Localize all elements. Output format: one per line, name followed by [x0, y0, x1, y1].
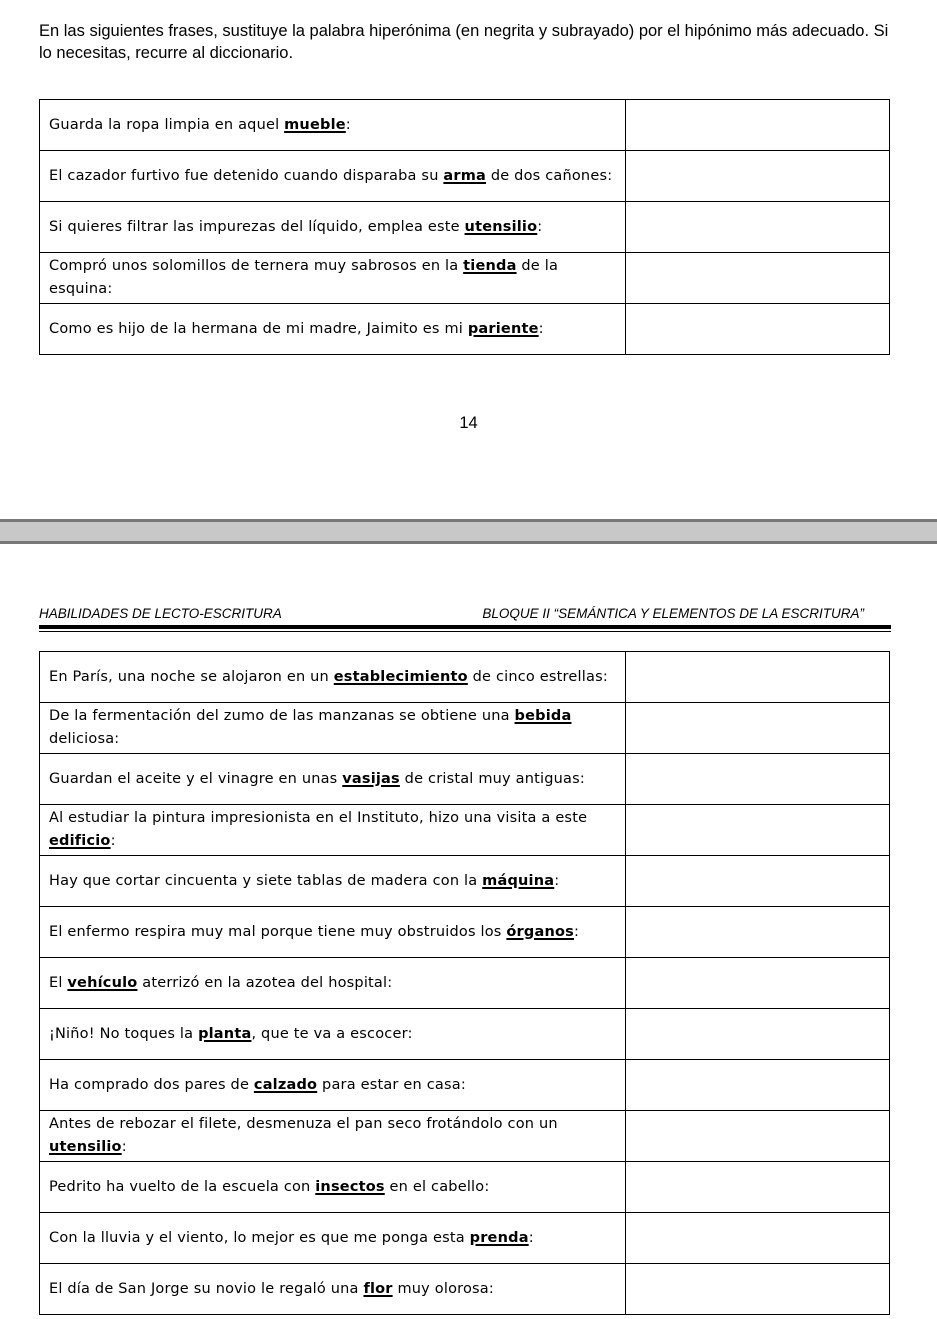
hypernym-word: vehículo: [67, 974, 138, 991]
sentence-text-before: Guardan el aceite y el vinagre en unas: [49, 770, 343, 787]
exercise-row: [40, 754, 890, 805]
hypernym-word: prenda: [469, 1229, 529, 1246]
sentence-text-before: Al estudiar la pintura impresionista en el Instituto, hizo una visita a este: [49, 810, 588, 826]
exercise-row: [40, 907, 890, 958]
exercise-row: [40, 1264, 890, 1315]
sentence-cell: [40, 754, 626, 805]
hypernym-word: órganos: [506, 923, 574, 940]
exercise-row: [40, 1162, 890, 1213]
sentence-cell: [40, 1213, 626, 1264]
sentence-cell: [40, 703, 626, 754]
header-rule-thin: [39, 631, 891, 632]
sentence-text-before: Con la lluvia y el viento, lo mejor es que me ponga esta: [49, 1229, 470, 1246]
sentence-text-after: :: [345, 116, 351, 133]
exercise-row: [40, 100, 890, 151]
sentence-text-before: Ha comprado dos pares de: [49, 1076, 254, 1093]
hypernym-word: utensilio: [464, 218, 538, 235]
page-break-line-bottom: [0, 541, 937, 544]
page-number: 14: [459, 414, 478, 432]
sentence-text-before: El: [49, 974, 68, 991]
sentence-cell: [40, 151, 626, 202]
hypernym-word: mueble: [284, 116, 346, 133]
answer-cell[interactable]: [626, 202, 890, 253]
sentence-text-before: Si quieres filtrar las impurezas del líquido, emplea este: [49, 218, 465, 235]
sentence-text-after: :: [121, 1139, 127, 1155]
sentence-text-before: Compró unos solomillos de ternera muy sabrosos en la: [49, 258, 464, 274]
exercise-row: [40, 856, 890, 907]
answer-cell[interactable]: [626, 754, 890, 805]
hypernym-word: establecimiento: [333, 668, 468, 685]
sentence-text-after: de cinco estrellas:: [467, 668, 608, 685]
answer-cell[interactable]: [626, 805, 890, 856]
sentence-text-before: Antes de rebozar el filete, desmenuza el pan seco frotándolo con un: [49, 1116, 558, 1132]
exercise-row: [40, 805, 890, 856]
sentence-text-after: :: [528, 1229, 534, 1246]
sentence-text-after: en el cabello:: [384, 1178, 490, 1195]
answer-cell[interactable]: [626, 703, 890, 754]
hypernym-word: utensilio: [49, 1139, 122, 1155]
header-section-title: HABILIDADES DE LECTO-ESCRITURA: [39, 606, 282, 621]
page-break-band: [0, 522, 937, 541]
sentence-cell: [40, 856, 626, 907]
sentence-text-before: Guarda la ropa limpia en aquel: [49, 116, 285, 133]
exercise-row: [40, 304, 890, 355]
sentence-text-before: El enfermo respira muy mal porque tiene muy obstruidos los: [49, 923, 507, 940]
exercise-row: [40, 151, 890, 202]
header-rule-thick: [39, 625, 891, 629]
answer-cell[interactable]: [626, 958, 890, 1009]
sentence-text-after: :: [573, 923, 580, 940]
sentence-text-before: Hay que cortar cincuenta y siete tablas de madera con la: [49, 872, 483, 889]
answer-cell[interactable]: [626, 652, 890, 703]
exercise-row: [40, 652, 890, 703]
answer-cell[interactable]: [626, 856, 890, 907]
exercise-row: [40, 958, 890, 1009]
sentence-text-after: muy olorosa:: [392, 1280, 494, 1297]
exercise-row: [40, 1213, 890, 1264]
hypernym-word: pariente: [467, 320, 539, 337]
sentence-cell: [40, 1009, 626, 1060]
hypernym-word: planta: [198, 1025, 252, 1042]
instruction-text: En las siguientes frases, sustituye la palabra hiperónima (en negrita y subrayado) por el hipónimo más adecuado. Si lo necesitas, recurre al diccionario.: [39, 22, 889, 62]
sentence-cell: [40, 1264, 626, 1315]
sentence-text-before: Como es hijo de la hermana de mi madre, Jaimito es mi: [49, 320, 468, 337]
sentence-cell: [40, 805, 626, 856]
sentence-text-before: El cazador furtivo fue detenido cuando disparaba su: [49, 167, 444, 184]
sentence-text-after: de dos cañones:: [486, 167, 613, 184]
sentence-text-after: aterrizó en la azotea del hospital:: [137, 974, 393, 991]
sentence-cell: [40, 100, 626, 151]
sentence-text-before: En París, una noche se alojaron en un: [49, 668, 334, 685]
hypernym-word: flor: [363, 1280, 393, 1297]
exercise-row: [40, 253, 890, 304]
sentence-cell: [40, 1060, 626, 1111]
hypernym-word: edificio: [49, 833, 111, 849]
sentence-text-after: de cristal muy antiguas:: [399, 770, 585, 787]
answer-cell[interactable]: [626, 1111, 890, 1162]
answer-cell[interactable]: [626, 253, 890, 304]
sentence-text-before: De la fermentación del zumo de las manzanas se obtiene una: [49, 708, 515, 724]
hypernym-word: vasijas: [342, 770, 400, 787]
answer-cell[interactable]: [626, 1009, 890, 1060]
answer-cell[interactable]: [626, 1162, 890, 1213]
sentence-cell: [40, 304, 626, 355]
hypernym-word: máquina: [482, 872, 555, 889]
hypernym-word: tienda: [463, 258, 517, 274]
answer-cell[interactable]: [626, 1264, 890, 1315]
sentence-cell: [40, 652, 626, 703]
answer-cell[interactable]: [626, 100, 890, 151]
sentence-text-after: :: [537, 218, 543, 235]
sentence-cell: [40, 1111, 626, 1162]
exercise-row: [40, 1111, 890, 1162]
exercise-row: [40, 703, 890, 754]
sentence-text-before: ¡Niño! No toques la: [49, 1025, 199, 1042]
sentence-text-after: :: [554, 872, 560, 889]
hypernym-word: calzado: [253, 1076, 318, 1093]
answer-cell[interactable]: [626, 304, 890, 355]
sentence-text-after: deliciosa:: [49, 731, 120, 747]
exercise-table-2: [39, 651, 890, 1315]
answer-cell[interactable]: [626, 1060, 890, 1111]
exercise-row: [40, 202, 890, 253]
hypernym-word: insectos: [315, 1178, 385, 1195]
sentence-text-before: Pedrito ha vuelto de la escuela con: [49, 1178, 316, 1195]
sentence-text-after: para estar en casa:: [317, 1076, 466, 1093]
sentence-text-after: de la esquina:: [49, 258, 559, 297]
answer-cell[interactable]: [626, 907, 890, 958]
hypernym-word: bebida: [514, 708, 572, 724]
answer-cell[interactable]: [626, 151, 890, 202]
sentence-text-after: , que te va a escocer:: [251, 1025, 413, 1042]
header-block-title: BLOQUE II “SEMÁNTICA Y ELEMENTOS DE LA ESCRITURA”: [482, 606, 864, 621]
sentence-cell: [40, 1162, 626, 1213]
hypernym-word: arma: [443, 167, 487, 184]
sentence-cell: [40, 958, 626, 1009]
sentence-cell: [40, 907, 626, 958]
sentence-text-after: :: [110, 833, 116, 849]
sentence-text-before: El día de San Jorge su novio le regaló una: [49, 1280, 364, 1297]
exercise-row: [40, 1060, 890, 1111]
sentence-cell: [40, 202, 626, 253]
sentence-text-after: :: [538, 320, 544, 337]
exercise-table-1: [39, 99, 890, 355]
exercise-row: [40, 1009, 890, 1060]
sentence-cell: [40, 253, 626, 304]
answer-cell[interactable]: [626, 1213, 890, 1264]
